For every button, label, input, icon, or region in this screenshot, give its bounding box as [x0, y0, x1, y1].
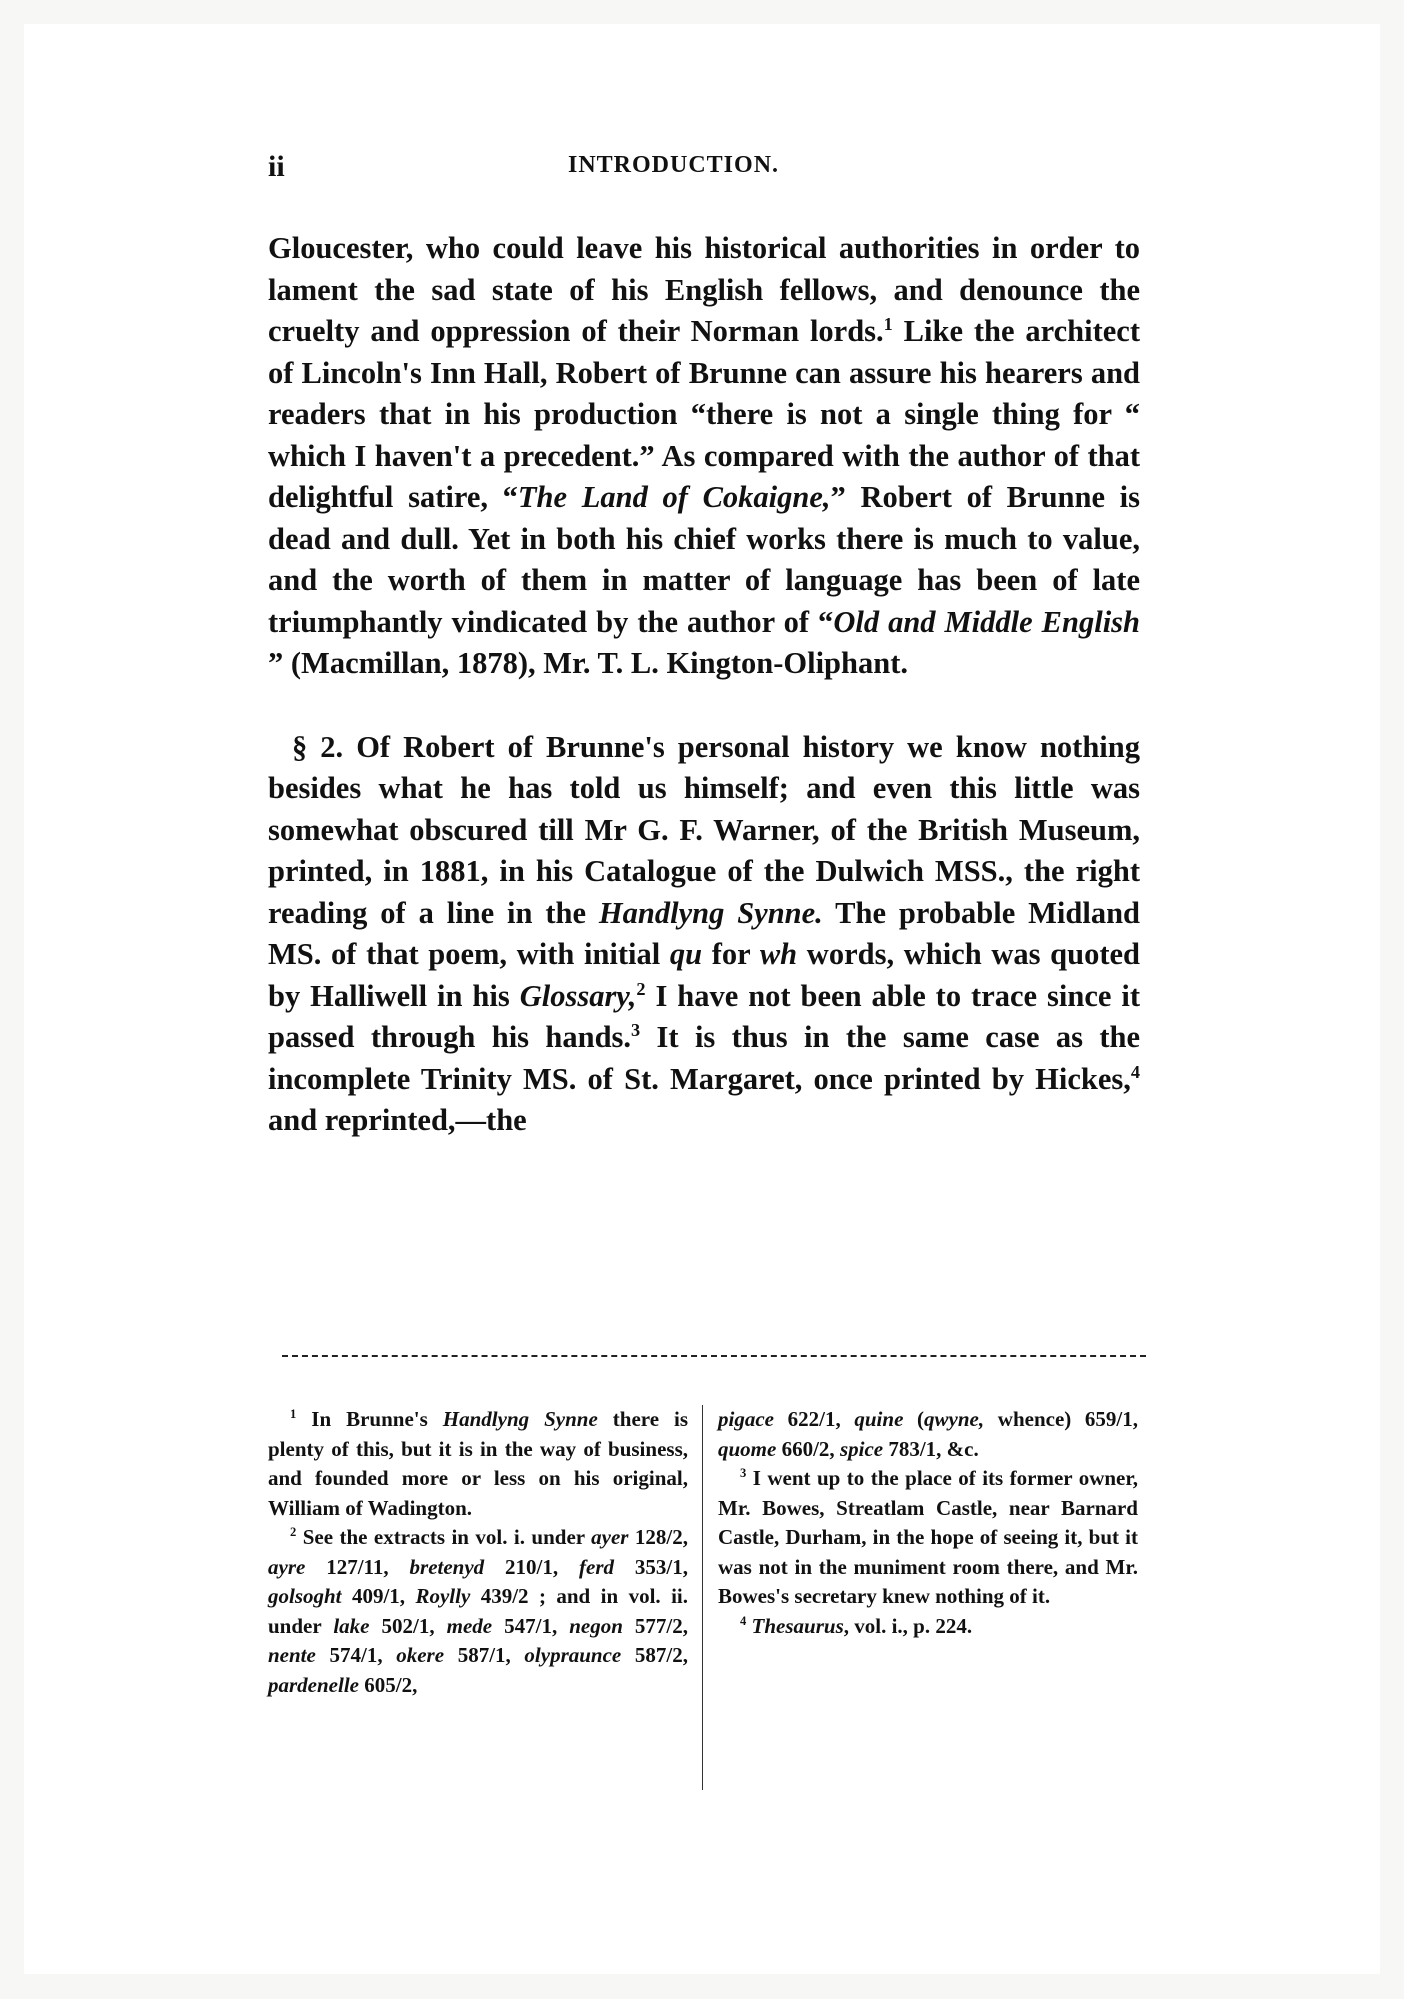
italic-title: Thesaurus [751, 1613, 844, 1638]
footnote-number: 3 [740, 1466, 747, 1480]
italic-word: qu [669, 937, 703, 971]
footnotes-left-column [268, 1405, 688, 1700]
text-run: 605/2, [358, 1672, 418, 1697]
text-run: 502/1, [369, 1613, 447, 1638]
footnote-number: 1 [290, 1407, 297, 1421]
italic-word: ayre [268, 1554, 306, 1579]
text-run: Gloucester, who could leave his historical authorities in order to lament the sad state of his English fellows, and denounce the cruelty and oppression of their Norman lords. [268, 231, 1140, 348]
text-run: 577/2, [622, 1613, 689, 1638]
italic-word: bretenyd [409, 1554, 485, 1579]
column-divider [702, 1405, 703, 1790]
italic-word: Roylly [415, 1584, 471, 1608]
text-run: 622/1, [773, 1407, 855, 1431]
text-run: 127/11, [305, 1554, 410, 1579]
italic-word: pardenelle [268, 1672, 359, 1697]
italic-word: ayer [591, 1525, 629, 1549]
text-run: Like the architect of Lincoln's Inn Hall, Robert of Brunne can assure his hearers and readers that in his production “there is not a single thing for “ which I haven't a precedent.” As compared with the author of that delightful satire, “ [268, 314, 1140, 514]
italic-title: Glossary, [519, 978, 637, 1013]
italic-title: Handlyng Synne [442, 1407, 598, 1431]
text-run: ” (Macmillan, 1878), Mr. T. L. Kington-Oliphant. [268, 646, 908, 680]
text-run: 587/1, [444, 1643, 525, 1667]
italic-word: ferd [579, 1554, 615, 1579]
text-run: whence) 659/1, [984, 1407, 1138, 1431]
paragraph-2 [268, 727, 1140, 1142]
main-text [268, 228, 1140, 1142]
text-run: 439/2 ; and in vol. ii. under [268, 1584, 688, 1638]
italic-word: lake [333, 1613, 370, 1638]
running-head: INTRODUCTION. [568, 152, 780, 178]
footnote-ref: 3 [631, 1019, 641, 1040]
text-run: 128/2, [628, 1525, 688, 1549]
footnote-3 [718, 1464, 1138, 1612]
text-run: words, which was quoted by Halliwell in his [268, 937, 1140, 1013]
italic-word: negon [569, 1613, 623, 1638]
italic-title: Old and Middle English [833, 604, 1141, 639]
text-run: In Brunne's [296, 1407, 443, 1431]
footnote-1 [268, 1405, 688, 1523]
footnote-ref: 1 [883, 313, 893, 334]
page-number: ii [268, 150, 285, 183]
text-run: ( [903, 1407, 925, 1431]
footnote-2-continued [718, 1405, 1138, 1464]
footnote-4 [718, 1612, 1138, 1642]
footnote-2 [268, 1523, 688, 1700]
text-run: 660/2, [776, 1436, 840, 1461]
paragraph-1 [268, 228, 1140, 685]
text-run: 783/1, &c. [883, 1436, 979, 1461]
text-run: 210/1, [484, 1554, 580, 1579]
text-run: I have not been able to trace since it passed through his hands. [268, 978, 1140, 1054]
italic-word: mede [446, 1613, 493, 1638]
text-run: The probable Midland MS. of that poem, with initial [268, 895, 1141, 971]
italic-word: quome [718, 1436, 777, 1461]
italic-word: nente [268, 1643, 316, 1667]
text-run: for [702, 937, 760, 971]
text-run: there is plenty of this, but it is in the way of business, and founded more or less on his original, William of Wadington. [268, 1407, 689, 1520]
footnote-number: 2 [290, 1525, 297, 1539]
footnotes-right-column [718, 1405, 1138, 1641]
page-header [268, 150, 1148, 190]
italic-word: golsoght [268, 1584, 342, 1608]
italic-word: pigace [718, 1407, 774, 1431]
text-run: 574/1, [315, 1643, 397, 1667]
italic-title: The Land of Cokaigne, [517, 480, 831, 514]
text-run: 547/1, [492, 1613, 570, 1638]
text-run: 587/2, [621, 1643, 688, 1667]
italic-word: quine [854, 1407, 904, 1431]
text-run: 353/1, [614, 1554, 688, 1579]
text-run: It is thus in the same case as the incomplete Trinity MS. of St. Margaret, once printed by Hickes, [268, 1020, 1140, 1096]
footnote-number: 4 [740, 1613, 747, 1628]
italic-title: Handlyng Synne. [598, 895, 823, 930]
italic-word: okere [396, 1643, 445, 1667]
footnote-separator [282, 1355, 1146, 1357]
footnote-ref: 4 [1130, 1061, 1140, 1082]
text-run: , vol. i., p. 224. [843, 1613, 973, 1638]
italic-word: olypraunce [524, 1643, 622, 1667]
italic-word: spice [839, 1436, 884, 1461]
text-run: § 2. Of Robert of Brunne's personal history we know nothing besides what he has told us himself; and even this little was somewhat obscured till Mr G. F. Warner, of the British Museum, printed, in 1881, in his Catalogue of the Dulwich MSS., the right reading of a line in the [268, 729, 1140, 930]
text-run: 409/1, [341, 1584, 416, 1608]
text-run: ” Robert of Brunne is dead and dull. Yet in both his chief works there is much to value, and the worth of them in matter of language has been of late triumphantly vindicated by the author of “ [268, 480, 1141, 639]
italic-word: qwyne, [924, 1407, 985, 1431]
italic-word: wh [759, 937, 798, 971]
footnote-ref: 2 [636, 978, 646, 999]
text-run: and reprinted,—the [268, 1103, 527, 1137]
text-run: See the extracts in vol. i. under [296, 1525, 592, 1549]
text-run: I went up to the place of its former owner, Mr. Bowes, Streatlam Castle, near Barnard Castle, Durham, in the hope of seeing it, but it was not in the muniment room there, and Mr. Bowes's secretary knew nothing of it. [718, 1466, 1138, 1608]
